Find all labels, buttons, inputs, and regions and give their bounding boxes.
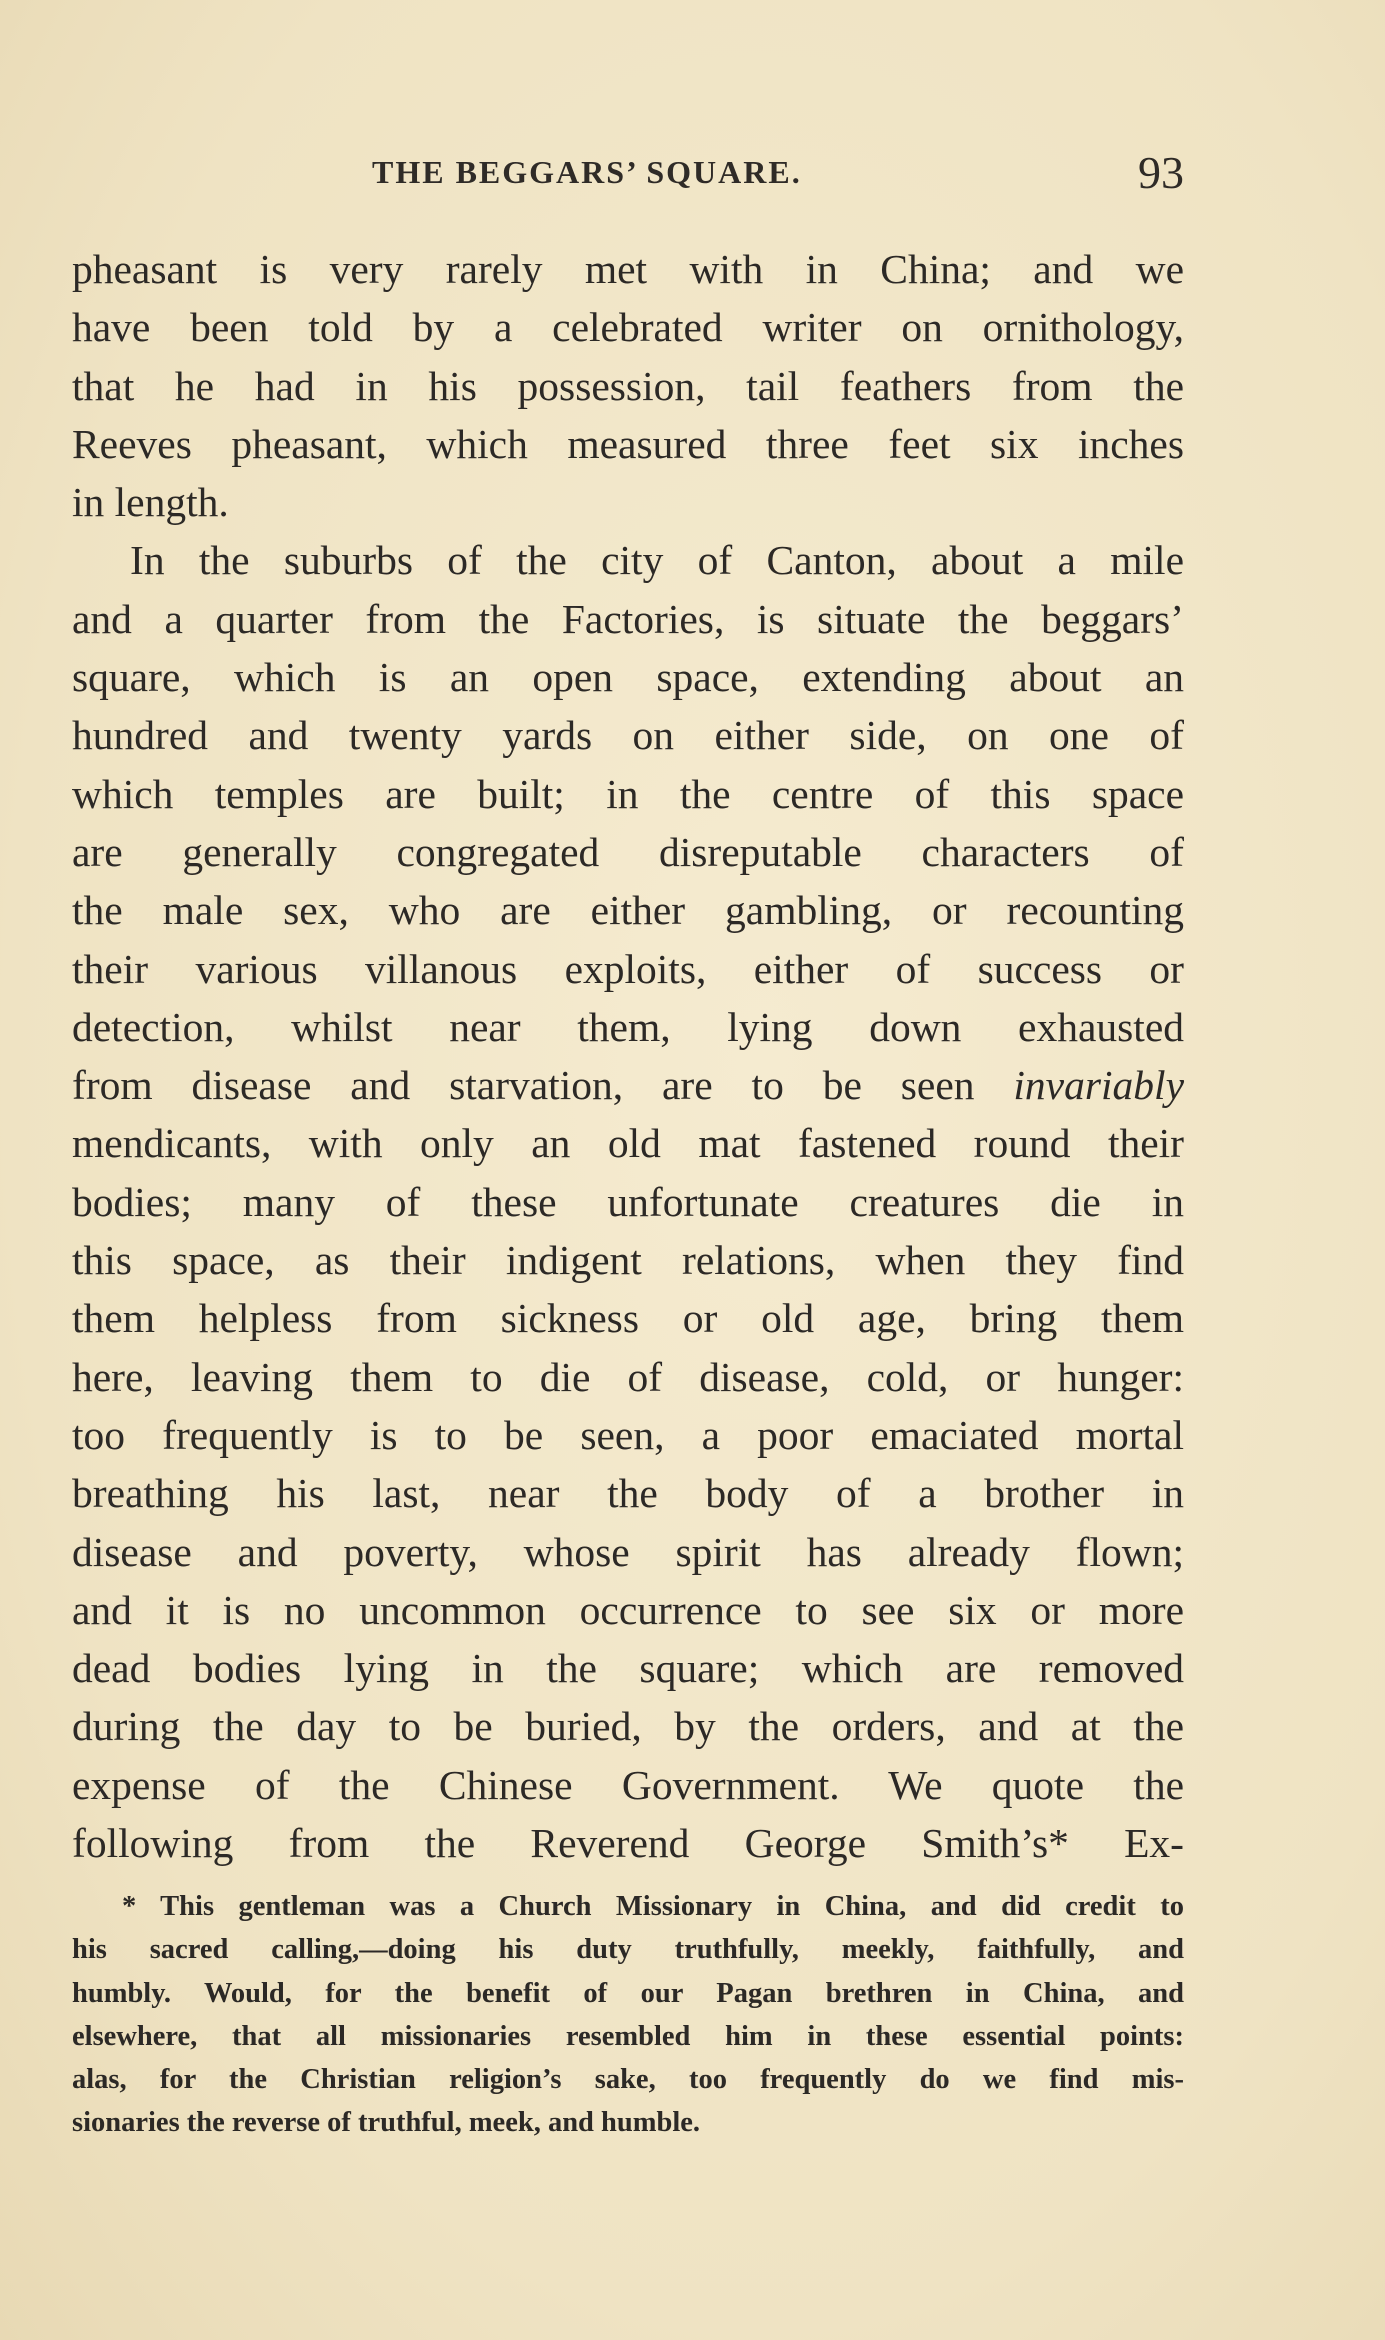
text-line: dead bodies lying in the square; which are removed bbox=[72, 1645, 1184, 1692]
text-line: them helpless from sickness or old age, bring them bbox=[72, 1295, 1184, 1342]
text-line: too frequently is to be seen, a poor emaciated mortal bbox=[72, 1411, 1184, 1458]
text-line: Reeves pheasant, which measured three feet six inches bbox=[72, 420, 1184, 467]
page-header bbox=[72, 146, 1184, 206]
text-line-start: from disease and starvation, are to be seen bbox=[72, 1062, 975, 1109]
text-line: square, which is an open space, extending about an bbox=[72, 654, 1184, 701]
text-line: in length. bbox=[72, 479, 229, 526]
text-line: following from the Reverend George Smith’s* Ex- bbox=[72, 1820, 1184, 1867]
text-line: their various villanous exploits, either of success or bbox=[72, 945, 1184, 992]
footnote bbox=[72, 1885, 1184, 2145]
text-line: have been told by a celebrated writer on ornithology, bbox=[72, 304, 1184, 351]
text-line: and a quarter from the Factories, is situate the beggars’ bbox=[72, 595, 1184, 642]
italic-word: invariably bbox=[1013, 1062, 1184, 1109]
page-number: 93 bbox=[1138, 147, 1184, 198]
text-line: this space, as their indigent relations, when they find bbox=[72, 1237, 1184, 1284]
text-line: hundred and twenty yards on either side, on one of bbox=[72, 712, 1184, 759]
footnote-line: humbly. Would, for the benefit of our Pagan brethren in China, and bbox=[72, 1977, 1184, 2009]
text-line: which temples are built; in the centre of this space bbox=[72, 770, 1184, 817]
text-line: during the day to be buried, by the orders, and at the bbox=[72, 1703, 1184, 1750]
text-line: detection, whilst near them, lying down exhausted bbox=[72, 1003, 1184, 1050]
running-title: THE BEGGARS’ SQUARE. bbox=[372, 154, 802, 190]
footnote-line: * This gentleman was a Church Missionary in China, and did credit to bbox=[122, 1891, 1184, 1922]
text-line-with-italic bbox=[72, 1056, 1184, 1114]
text-line: here, leaving them to die of disease, cold, or hunger: bbox=[72, 1353, 1184, 1400]
text-line: are generally congregated disreputable characters of bbox=[72, 828, 1184, 875]
footnote-line: sionaries the reverse of truthful, meek, and humble. bbox=[72, 2107, 701, 2139]
text-line: breathing his last, near the body of a brother in bbox=[72, 1470, 1184, 1517]
text-line: that he had in his possession, tail feathers from the bbox=[72, 362, 1184, 409]
text-line: mendicants, with only an old mat fastened round their bbox=[72, 1120, 1184, 1167]
footnote-line: elsewhere, that all missionaries resembled him in these essential points: bbox=[72, 2020, 1184, 2052]
footnote-line: alas, for the Christian religion’s sake, too frequently do we find mis- bbox=[72, 2064, 1184, 2096]
text-line: bodies; many of these unfortunate creatures die in bbox=[72, 1178, 1184, 1225]
text-line: In the suburbs of the city of Canton, about a mile bbox=[130, 537, 1184, 584]
text-line: the male sex, who are either gambling, or recounting bbox=[72, 887, 1184, 934]
main-text bbox=[72, 240, 1184, 1872]
text-line: expense of the Chinese Government. We quote the bbox=[72, 1761, 1184, 1808]
text-line: and it is no uncommon occurrence to see six or more bbox=[72, 1586, 1184, 1633]
text-line: disease and poverty, whose spirit has already flown; bbox=[72, 1528, 1184, 1575]
text-line: pheasant is very rarely met with in China; and we bbox=[72, 246, 1184, 292]
footnote-line: his sacred calling,—doing his duty truthfully, meekly, faithfully, and bbox=[72, 1934, 1184, 1966]
